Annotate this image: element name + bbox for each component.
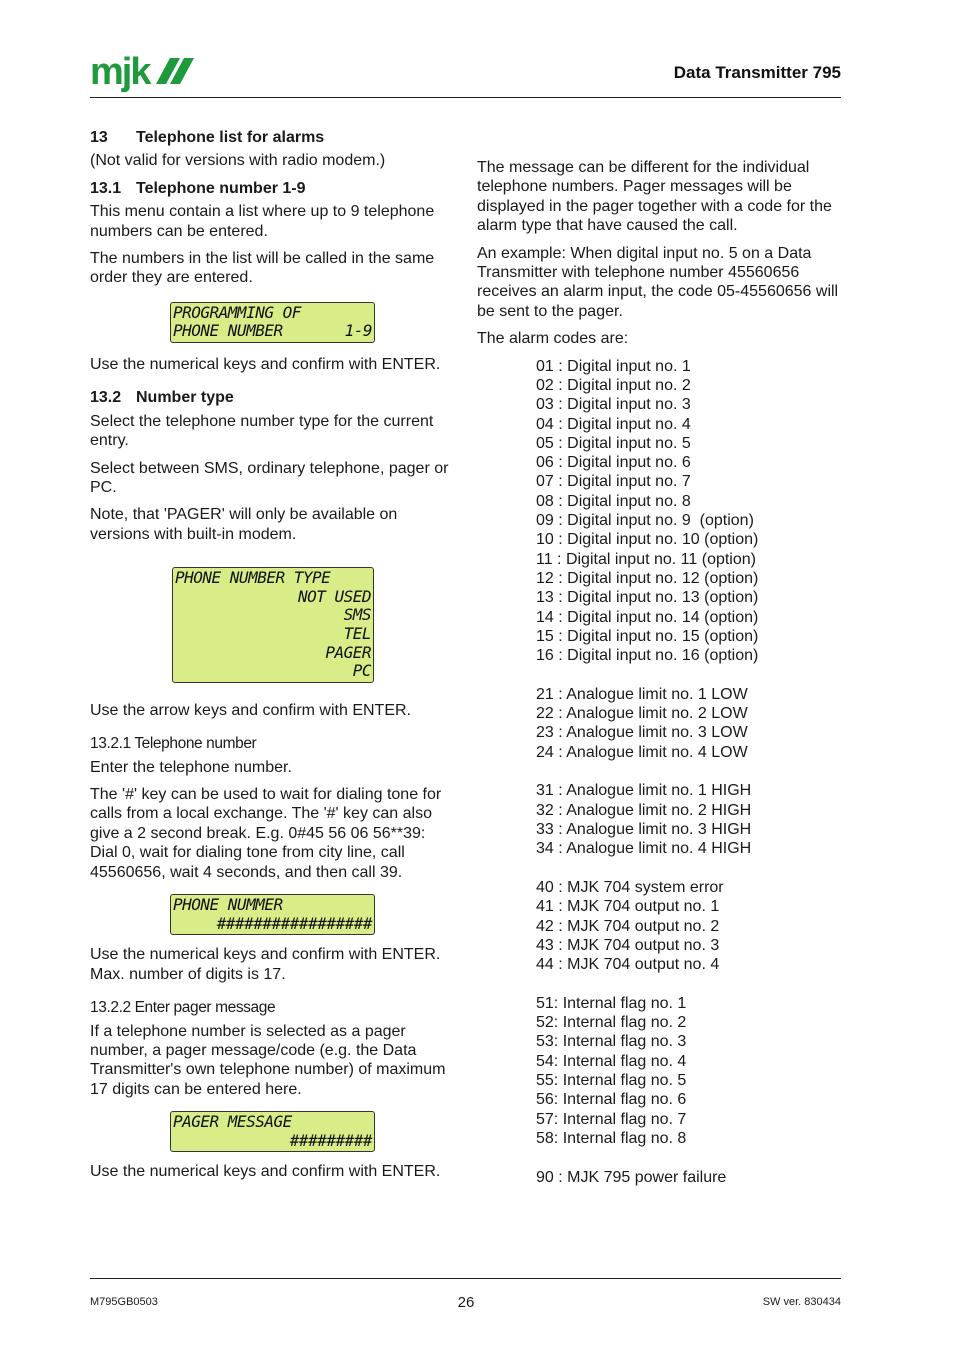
alarm-code-item: 90 : MJK 795 power failure — [536, 1168, 727, 1186]
code-group-power — [536, 1168, 839, 1187]
alarm-code-item: 06 : Digital input no. 6 — [536, 454, 691, 472]
alarm-code-item: 56: Internal flag no. 6 — [536, 1091, 687, 1109]
section-13-2-2-heading: 13.2.2 Enter pager message — [90, 999, 276, 1017]
alarm-code-item: 40 : MJK 704 system error — [536, 878, 724, 896]
footer-rule — [90, 1278, 841, 1279]
paragraph: Use the arrow keys and confirm with ENTER. — [90, 701, 411, 719]
alarm-code-item: 51: Internal flag no. 1 — [536, 994, 687, 1012]
alarm-code-item: 22 : Analogue limit no. 2 LOW — [536, 705, 748, 723]
alarm-code-item: 10 : Digital input no. 10 (option) — [536, 531, 759, 549]
section-13-2-heading: 13.2 Number type — [90, 389, 234, 407]
lcd-display-programming: PROGRAMMING OF PHONE NUMBER 1-9 — [170, 302, 375, 343]
alarm-code-item: 53: Internal flag no. 3 — [536, 1033, 687, 1051]
code-group-analogue-high — [536, 781, 839, 858]
alarm-code-item: 41 : MJK 704 output no. 1 — [536, 898, 720, 916]
alarm-code-item: 44 : MJK 704 output no. 4 — [536, 956, 720, 974]
alarm-code-item: 24 : Analogue limit no. 4 LOW — [536, 743, 748, 761]
alarm-code-item: 01 : Digital input no. 1 — [536, 357, 691, 375]
alarm-code-item: 04 : Digital input no. 4 — [536, 415, 691, 433]
alarm-code-item: 05 : Digital input no. 5 — [536, 434, 691, 452]
alarm-code-item: 43 : MJK 704 output no. 3 — [536, 936, 720, 954]
alarm-code-item: 21 : Analogue limit no. 1 LOW — [536, 685, 748, 703]
paragraph: Note, that 'PAGER' will only be available on versions with built-in modem. — [90, 506, 398, 543]
alarm-code-item: 07 : Digital input no. 7 — [536, 473, 691, 491]
alarm-code-item: 13 : Digital input no. 13 (option) — [536, 589, 759, 607]
alarm-code-item: 54: Internal flag no. 4 — [536, 1052, 687, 1070]
alarm-code-item: 33 : Analogue limit no. 3 HIGH — [536, 820, 752, 838]
lcd-display-number-type: PHONE NUMBER TYPE NOT USED SMS TEL PAGER PC — [172, 567, 374, 683]
paragraph: Use the numerical keys and confirm with ENTER. — [90, 356, 441, 374]
alarm-code-item: 02 : Digital input no. 2 — [536, 376, 691, 394]
alarm-code-item: 11 : Digital input no. 11 (option) — [536, 550, 756, 568]
alarm-code-item: 42 : MJK 704 output no. 2 — [536, 917, 720, 935]
alarm-code-item: 15 : Digital input no. 15 (option) — [536, 627, 759, 645]
paragraph: Enter the telephone number. — [90, 758, 292, 776]
right-column — [477, 158, 839, 1206]
mjk-logo — [90, 50, 194, 94]
alarm-code-item: 32 : Analogue limit no. 2 HIGH — [536, 801, 752, 819]
left-column — [90, 128, 452, 1190]
alarm-code-item: 52: Internal flag no. 2 — [536, 1014, 687, 1032]
alarm-code-item: 34 : Analogue limit no. 4 HIGH — [536, 840, 752, 858]
paragraph: Use the numerical keys and confirm with ENTER. Max. number of digits is 17. — [90, 946, 441, 983]
paragraph: The '#' key can be used to wait for dialing tone for calls from a local exchange. The '#' key can also give a 2 second break. E.g. 0#45 56 06 56**39: Dial 0, wait for dialing tone from city line, call 45560656, wait 4 seconds, and then call 39. — [90, 786, 442, 881]
paragraph: Select between SMS, ordinary telephone, pager or PC. — [90, 459, 449, 497]
software-version: SW ver. 830434 — [762, 1296, 841, 1308]
document-title: Data Transmitter 795 — [673, 63, 841, 82]
header-rule — [90, 97, 841, 98]
paragraph: The message can be different for the individual telephone numbers. Pager messages will be displayed in the pager together with a code for the alarm type that have caused the call. — [477, 159, 832, 235]
paragraph: Select the telephone number type for the current entry. — [90, 412, 434, 450]
section-13-note: (Not valid for versions with radio modem.) — [90, 152, 386, 170]
code-group-analogue-low — [536, 685, 839, 762]
alarm-code-list — [536, 357, 839, 1187]
paragraph: An example: When digital input no. 5 on a Data Transmitter with telephone number 45560656 receives an alarm input, the code 05-45560656 will be sent to the pager. — [477, 244, 839, 320]
code-group-mjk704 — [536, 878, 839, 974]
alarm-code-item: 09 : Digital input no. 9 (option) — [536, 512, 754, 530]
lcd-display-pager-message: PAGER MESSAGE ######### — [170, 1111, 375, 1152]
code-group-internal-flags — [536, 994, 839, 1148]
alarm-code-item: 58: Internal flag no. 8 — [536, 1129, 687, 1147]
alarm-code-item: 57: Internal flag no. 7 — [536, 1110, 687, 1128]
logo-text: mjk — [90, 51, 150, 93]
alarm-code-item: 08 : Digital input no. 8 — [536, 492, 691, 510]
document-code: M795GB0503 — [90, 1296, 158, 1308]
section-13-1-heading: 13.1 Telephone number 1-9 — [90, 179, 306, 197]
paragraph: Use the numerical keys and confirm with ENTER. — [90, 1163, 441, 1181]
section-13-2-1-heading: 13.2.1 Telephone number — [90, 735, 257, 753]
lcd-display-phone-number: PHONE NUMMER ################# — [170, 894, 375, 935]
alarm-code-item: 12 : Digital input no. 12 (option) — [536, 569, 759, 587]
page-number: 26 — [457, 1294, 475, 1311]
section-13-heading: 13 Telephone list for alarms — [90, 129, 325, 146]
paragraph: This menu contain a list where up to 9 telephone numbers can be entered. — [90, 203, 435, 240]
paragraph: If a telephone number is selected as a pager number, a pager message/code (e.g. the Data Transmitter's own telephone number) of maximum 17 digits can be entered here. — [90, 1022, 446, 1098]
alarm-code-item: 31 : Analogue limit no. 1 HIGH — [536, 782, 752, 800]
alarm-code-item: 23 : Analogue limit no. 3 LOW — [536, 724, 748, 742]
alarm-code-item: 03 : Digital input no. 3 — [536, 396, 691, 414]
paragraph: The numbers in the list will be called in the same order they are entered. — [90, 250, 435, 287]
paragraph: The alarm codes are: — [477, 330, 629, 348]
code-group-digital — [536, 357, 839, 666]
alarm-code-item: 14 : Digital input no. 14 (option) — [536, 608, 759, 626]
alarm-code-item: 16 : Digital input no. 16 (option) — [536, 647, 759, 665]
alarm-code-item: 55: Internal flag no. 5 — [536, 1072, 687, 1090]
